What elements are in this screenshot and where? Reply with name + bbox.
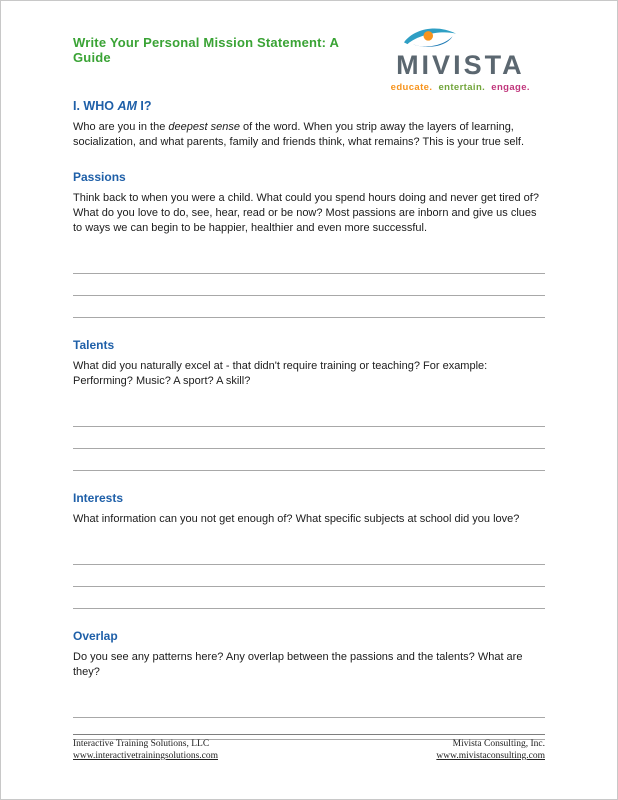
write-line	[73, 587, 545, 609]
interests-write-lines	[73, 543, 545, 609]
write-line	[73, 696, 545, 718]
heading-text: I. WHO	[73, 99, 118, 113]
footer-left	[73, 739, 218, 761]
passions-write-lines	[73, 252, 545, 318]
mivista-logo	[376, 25, 545, 93]
page-footer	[73, 734, 545, 761]
footer-company-left: Interactive Training Solutions, LLC	[73, 739, 210, 749]
tagline-engage: engage.	[491, 82, 530, 93]
tagline-entertain: entertain.	[438, 82, 486, 93]
talents-write-lines	[73, 405, 545, 471]
write-line	[73, 296, 545, 318]
write-line	[73, 274, 545, 296]
talents-paragraph: What did you naturally excel at - that didn't require training or teaching? For example: Performing? Music? A sport? A skill?	[73, 360, 488, 387]
footer-right	[436, 739, 545, 761]
mivista-tagline	[389, 82, 531, 93]
mivista-wordmark: MIVISTA	[396, 50, 525, 80]
passions-paragraph: Think back to when you were a child. What could you spend hours doing and never get tired of? What do you love to do, see, hear, read or be now? Most passions are inborn and give us clues to ways we can begin to be happier, healthier and even more successful.	[73, 192, 539, 234]
page-header	[73, 25, 545, 93]
footer-company-right: Mivista Consulting, Inc.	[452, 739, 545, 749]
mivista-eye-icon	[402, 25, 458, 51]
write-line	[73, 405, 545, 427]
intro-text-italic: deepest sense	[168, 121, 240, 133]
section-heading-talents: Talents	[73, 338, 115, 352]
interests-paragraph: What information can you not get enough of? What specific subjects at school did you love?	[73, 513, 520, 525]
write-line	[73, 449, 545, 471]
intro-paragraph	[73, 120, 545, 150]
overlap-paragraph: Do you see any patterns here? Any overlap between the passions and the talents? What are they?	[73, 651, 523, 678]
write-line	[73, 427, 545, 449]
footer-link-right[interactable]: www.mivistaconsulting.com	[436, 751, 545, 761]
intro-text: Who are you in the	[73, 121, 169, 133]
tagline-educate: educate.	[390, 82, 433, 93]
section-heading-passions: Passions	[73, 170, 126, 184]
section-heading-overlap: Overlap	[73, 629, 118, 643]
write-line	[73, 565, 545, 587]
document-title: Write Your Personal Mission Statement: A Guide	[73, 35, 339, 65]
section-heading-interests: Interests	[73, 491, 124, 505]
section-heading-who-am-i	[73, 99, 545, 113]
write-line	[73, 252, 545, 274]
footer-link-left[interactable]: www.interactivetrainingsolutions.com	[73, 751, 219, 761]
write-line	[73, 543, 545, 565]
heading-text: I?	[136, 99, 152, 113]
intro-text: of the word. When you strip away the layers of learning, socialization, and what parents, family and friends think, what remains? This is your true self.	[73, 121, 525, 148]
heading-text-italic: AM	[117, 99, 137, 113]
